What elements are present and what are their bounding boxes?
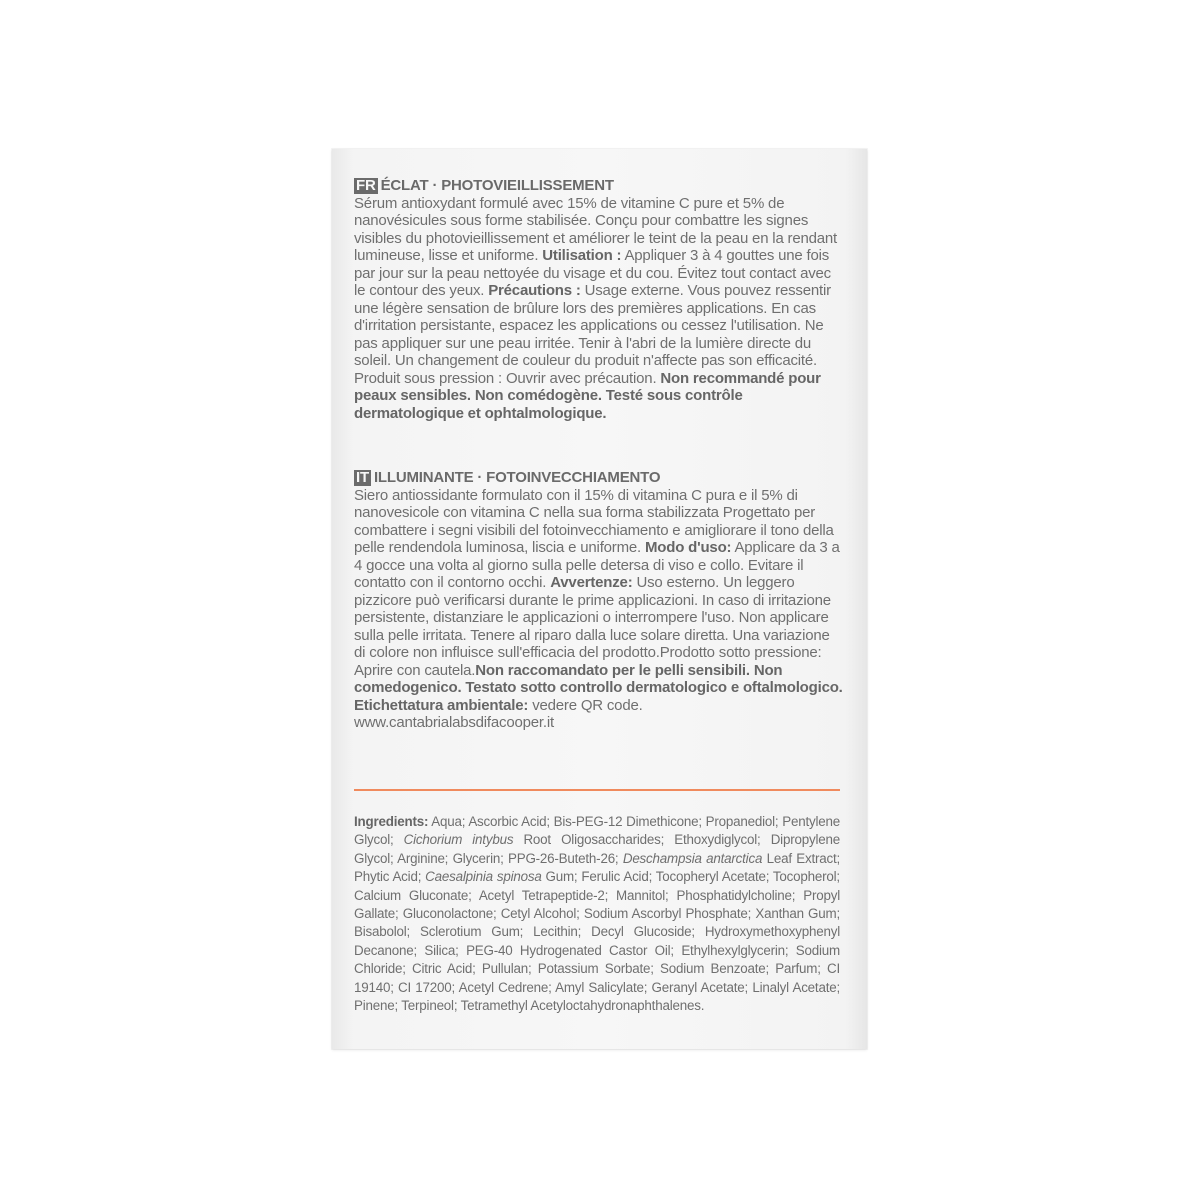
- orange-divider: [354, 789, 840, 791]
- ingredients-part-1: Aqua; Ascorbic Acid; Bis-PEG-12 Dimethicone; Propanediol; Pentylene Glycol;: [354, 814, 840, 848]
- italian-language-badge: IT: [356, 469, 369, 486]
- ingredients-list: [354, 813, 840, 1015]
- website-url: www.cantabrialabsdifacooper.it: [354, 714, 554, 731]
- french-usage-text: Appliquer 3 à 4 gouttes une fois par jour sur la peau nettoyée du visage et du cou. Évitez tout contact avec le contour des yeux.: [354, 247, 831, 299]
- italian-closing-claims: Non raccomandato per le pelli sensibili. Non comedogenico. Testato sotto controllo dermatologico e oftalmologico. Etichettatura ambientale:: [354, 661, 843, 714]
- italian-warnings-label: Avvertenze:: [550, 574, 633, 591]
- french-language-badge: FR: [356, 177, 376, 194]
- italian-heading: [354, 469, 844, 487]
- french-usage-label: Utilisation :: [542, 247, 622, 264]
- ingredients-italic-2: Deschampsia antarctica: [622, 850, 763, 866]
- italian-description: Siero antiossidante formulato con il 15% di vitamina C pura e il 5% di nanovesicole con vitamina C nella sua forma stabilizzata Progettato per combattere i segni visibili del fotoinvecchiamento e amigliorare il tono della pelle rendendola luminosa, liscia e uniforme.: [354, 486, 834, 556]
- italian-usage-label: Modo d'uso:: [644, 539, 732, 556]
- product-box-back-panel: [332, 149, 867, 1049]
- italian-title: ILLUMINANTE · FOTOINVECCHIAMENTO: [373, 469, 661, 486]
- french-description: Sérum antioxydant formulé avec 15% de vitamine C pure et 5% de nanovésicules sous forme stabilisée. Conçu pour combattre les signes visibles du photovieillissement et améliorer le teint de la peau en la rendant lumineuse, lisse et uniforme.: [354, 194, 838, 264]
- french-precautions-label: Précautions :: [488, 282, 581, 299]
- italian-section: [354, 469, 844, 732]
- ingredients-part-3: Leaf Extract; Phytic Acid;: [354, 850, 841, 885]
- french-heading: [354, 177, 844, 195]
- ingredients-part-2: Root Oligosaccharides; Ethoxydiglycol; Dipropylene Glycol; Arginine; Glycerin; PPG-26-Buteth-26;: [354, 832, 840, 866]
- ingredients-part-4: Gum; Ferulic Acid; Tocopheryl Acetate; Tocopherol; Calcium Gluconate; Acetyl Tetrapeptide-2; Mannitol; Phosphatidylcholine; Propyl Gallate; Gluconolactone; Cetyl Alcohol; Sodium Ascorbyl Phosphate; Xanthan Gum; Bisabolol; Sclerotium Gum; Lecithin; Decyl Glucoside; Hydroxymethoxyphenyl Decanone; Silica; PEG-40 Hydrogenated Castor Oil; Ethylhexylglycerin; Sodium Chloride; Citric Acid; Pullulan; Potassium Sorbate; Sodium Benzoate; Parfum; CI 19140; CI 17200; Acetyl Cedrene; Amyl Salicylate; Geranyl Acetate; Linalyl Acetate; Pinene; Terpineol; Tetramethyl Acetyloctahydronaphthalenes.: [354, 869, 840, 1014]
- french-precautions-text: Usage externe. Vous pouvez ressentir une légère sensation de brûlure lors des premières applications. En cas d'irritation persistante, espacez les applications ou cessez l'utilisation. Ne pas appliquer sur une peau irritée. Tenir à l'abri de la lumière directe du soleil. Un changement de couleur du produit n'affecte pas son efficacité. Produit sous pression : Ouvrir avec précaution.: [354, 282, 831, 387]
- italian-closing-text: vedere QR code.: [532, 696, 643, 714]
- ingredients-label: Ingredients:: [354, 814, 429, 829]
- ingredients-italic-3: Caesalpinia spinosa: [425, 869, 542, 885]
- french-title: ÉCLAT · PHOTOVIEILLISSEMENT: [380, 177, 614, 194]
- french-closing-claims: Non recommandé pour peaux sensibles. Non comédogène. Testé sous contrôle dermatologique et ophtalmologique.: [354, 369, 821, 422]
- french-section: [354, 177, 844, 422]
- ingredients-italic-1: Cichorium intybus: [403, 832, 514, 848]
- italian-usage-text: Applicare da 3 a 4 gocce una volta al giorno sulla pelle detersa di viso e collo. Evitare il contatto con il contorno occhi.: [354, 539, 840, 591]
- italian-warnings-text: Uso esterno. Un leggero pizzicore può verificarsi durante le prime applicazioni. In caso di irritazione persistente, distanziare le applicazioni o interrompere l'uso. Non applicare sulla pelle irritata. Tenere al riparo dalla luce solare diretta. Una variazione di colore non influisce sull'efficacia del prodotto.Prodotto sotto pressione: Aprire con cautela.: [354, 574, 831, 679]
